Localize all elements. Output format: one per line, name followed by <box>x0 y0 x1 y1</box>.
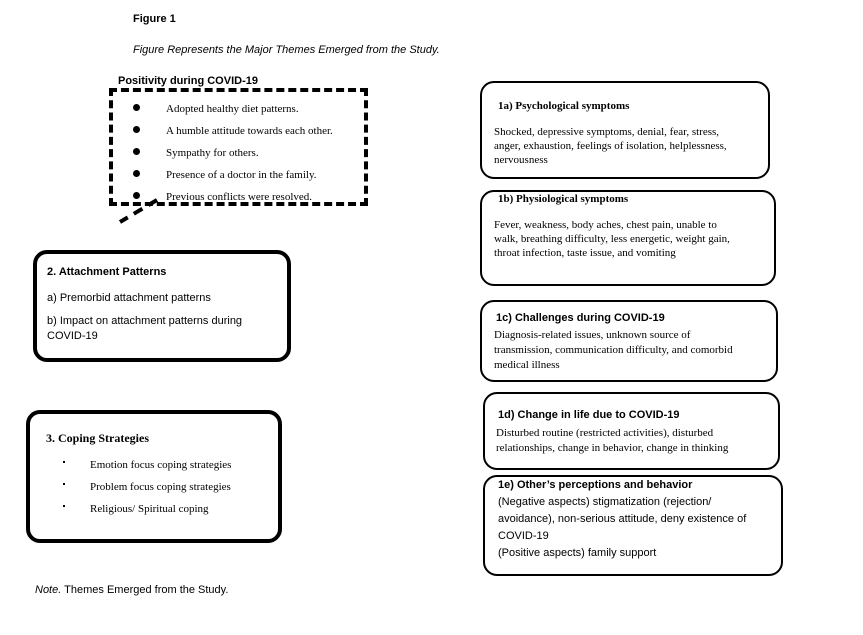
coping-title: 3. Coping Strategies <box>46 431 149 445</box>
theme-psychological-box <box>480 81 770 179</box>
attachment-box <box>33 250 291 362</box>
bullet-icon <box>63 505 65 507</box>
bullet-icon <box>133 148 140 155</box>
positivity-title: Positivity during COVID-19 <box>118 75 258 87</box>
positivity-item: Adopted healthy diet patterns. <box>166 103 299 115</box>
theme-psychological-line: anger, exhaustion, feelings of isolation, helplessness, <box>494 140 727 152</box>
theme-others-line: COVID-19 <box>498 530 549 542</box>
coping-item: Emotion focus coping strategies <box>90 459 232 471</box>
positivity-item: A humble attitude towards each other. <box>166 125 333 137</box>
theme-change-title: 1d) Change in life due to COVID-19 <box>498 409 680 421</box>
theme-others-line: (Negative aspects) stigmatization (rejection/ <box>498 496 712 508</box>
theme-physiological-box <box>480 190 776 286</box>
theme-others-line: (Positive aspects) family support <box>498 547 657 559</box>
bullet-icon <box>63 461 65 463</box>
theme-change-line: relationships, change in behavior, change in thinking <box>496 442 729 454</box>
theme-challenges-line: transmission, communication difficulty, and comorbid <box>494 344 733 356</box>
theme-others-line: avoidance), non-serious attitude, deny existence of <box>498 513 747 525</box>
theme-psychological-line: Shocked, depressive symptoms, denial, fear, stress, <box>494 126 720 138</box>
note-prefix: Note. <box>35 584 62 596</box>
bullet-icon <box>133 170 140 177</box>
theme-others-title: 1e) Other’s perceptions and behavior <box>498 479 693 491</box>
note-text: Themes Emerged from the Study. <box>61 584 229 596</box>
theme-physiological-title: 1b) Physiological symptoms <box>498 193 629 205</box>
theme-physiological-line: throat infection, taste issue, and vomiting <box>494 247 676 259</box>
theme-change-box <box>483 392 780 470</box>
theme-change-line: Disturbed routine (restricted activities), disturbed <box>496 427 714 439</box>
attachment-item-b-line1: b) Impact on attachment patterns during <box>47 315 243 327</box>
figure-note <box>35 584 228 596</box>
theme-physiological-line: walk, breathing difficulty, less energetic, weight gain, <box>494 233 730 245</box>
positivity-item: Sympathy for others. <box>166 147 259 159</box>
coping-box <box>26 410 282 543</box>
positivity-item: Presence of a doctor in the family. <box>166 169 317 181</box>
theme-challenges-line: Diagnosis-related issues, unknown source of <box>494 329 691 341</box>
attachment-title: 2. Attachment Patterns <box>47 266 167 278</box>
theme-psychological-title: 1a) Psychological symptoms <box>498 100 630 112</box>
coping-item: Problem focus coping strategies <box>90 481 231 493</box>
bullet-icon <box>63 483 65 485</box>
theme-others-box <box>483 475 783 576</box>
theme-psychological-line: nervousness <box>494 154 548 166</box>
bullet-icon <box>133 126 140 133</box>
theme-physiological-line: Fever, weakness, body aches, chest pain, unable to <box>494 219 717 231</box>
pointer-arrow <box>112 192 172 228</box>
theme-challenges-line: medical illness <box>494 359 560 371</box>
coping-item: Religious/ Spiritual coping <box>90 503 209 515</box>
theme-challenges-title: 1c) Challenges during COVID-19 <box>496 312 665 324</box>
figure-title: Figure Represents the Major Themes Emerged from the Study. <box>133 44 440 56</box>
bullet-icon <box>133 104 140 111</box>
attachment-item-b-line2: COVID-19 <box>47 330 98 342</box>
figure-label: Figure 1 <box>133 13 176 25</box>
positivity-item: Previous conflicts were resolved. <box>166 191 313 203</box>
attachment-item-a: a) Premorbid attachment patterns <box>47 292 211 304</box>
theme-challenges-box <box>480 300 778 382</box>
